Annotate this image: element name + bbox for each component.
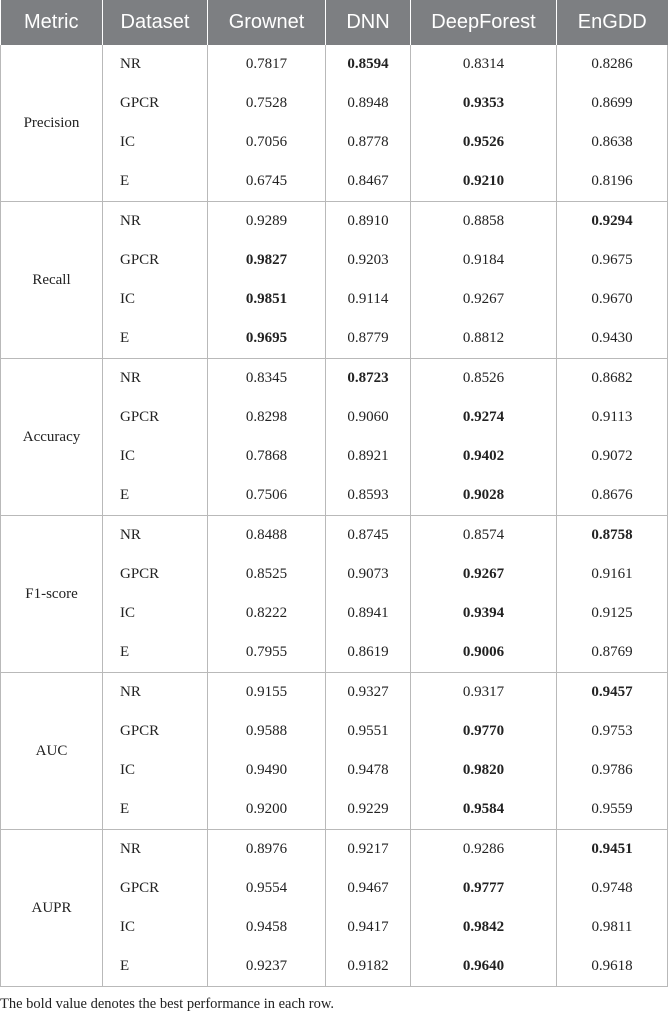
header-grownet: Grownet [208, 0, 326, 45]
value-cell: 0.9006 [411, 633, 557, 673]
value-cell: 0.8594 [326, 45, 411, 84]
value-cell: 0.8745 [326, 516, 411, 556]
value-cell: 0.9588 [208, 712, 326, 751]
value-cell: 0.9554 [208, 869, 326, 908]
dataset-cell: IC [103, 908, 208, 947]
table-row [1, 202, 668, 242]
value-cell: 0.9551 [326, 712, 411, 751]
table-footnote: The bold value denotes the best performance in each row. [0, 996, 335, 1012]
dataset-cell: E [103, 947, 208, 987]
value-cell: 0.9072 [557, 437, 668, 476]
value-cell: 0.9353 [411, 84, 557, 123]
value-cell: 0.7955 [208, 633, 326, 673]
value-cell: 0.9237 [208, 947, 326, 987]
value-cell: 0.8345 [208, 359, 326, 399]
dataset-cell: E [103, 633, 208, 673]
value-cell: 0.8699 [557, 84, 668, 123]
value-cell: 0.8488 [208, 516, 326, 556]
value-cell: 0.8525 [208, 555, 326, 594]
header-dnn: DNN [326, 0, 411, 45]
value-cell: 0.9294 [557, 202, 668, 242]
dataset-cell: GPCR [103, 555, 208, 594]
value-cell: 0.8676 [557, 476, 668, 516]
value-cell: 0.8314 [411, 45, 557, 84]
value-cell: 0.9670 [557, 280, 668, 319]
value-cell: 0.6745 [208, 162, 326, 202]
value-cell: 0.7506 [208, 476, 326, 516]
value-cell: 0.9842 [411, 908, 557, 947]
dataset-cell: NR [103, 673, 208, 713]
dataset-cell: GPCR [103, 869, 208, 908]
table-body [1, 45, 668, 987]
value-cell: 0.9114 [326, 280, 411, 319]
value-cell: 0.9458 [208, 908, 326, 947]
value-cell: 0.9217 [326, 830, 411, 870]
metric-cell: Recall [1, 202, 103, 359]
value-cell: 0.7817 [208, 45, 326, 84]
value-cell: 0.8779 [326, 319, 411, 359]
header-row [1, 0, 668, 45]
value-cell: 0.7056 [208, 123, 326, 162]
value-cell: 0.9827 [208, 241, 326, 280]
value-cell: 0.9210 [411, 162, 557, 202]
dataset-cell: NR [103, 45, 208, 84]
value-cell: 0.8286 [557, 45, 668, 84]
value-cell: 0.8769 [557, 633, 668, 673]
value-cell: 0.9125 [557, 594, 668, 633]
value-cell: 0.9618 [557, 947, 668, 987]
metric-cell: Precision [1, 45, 103, 202]
value-cell: 0.9786 [557, 751, 668, 790]
value-cell: 0.8619 [326, 633, 411, 673]
dataset-cell: IC [103, 280, 208, 319]
metric-cell: AUPR [1, 830, 103, 987]
header-engdd: EnGDD [557, 0, 668, 45]
value-cell: 0.8222 [208, 594, 326, 633]
value-cell: 0.9748 [557, 869, 668, 908]
value-cell: 0.9467 [326, 869, 411, 908]
value-cell: 0.9478 [326, 751, 411, 790]
dataset-cell: NR [103, 202, 208, 242]
value-cell: 0.9229 [326, 790, 411, 830]
value-cell: 0.9155 [208, 673, 326, 713]
value-cell: 0.9113 [557, 398, 668, 437]
value-cell: 0.9753 [557, 712, 668, 751]
dataset-cell: E [103, 476, 208, 516]
value-cell: 0.9028 [411, 476, 557, 516]
value-cell: 0.9267 [411, 555, 557, 594]
dataset-cell: E [103, 162, 208, 202]
table-row [1, 359, 668, 399]
value-cell: 0.9184 [411, 241, 557, 280]
dataset-cell: GPCR [103, 712, 208, 751]
value-cell: 0.8858 [411, 202, 557, 242]
value-cell: 0.9317 [411, 673, 557, 713]
header-metric: Metric [1, 0, 103, 45]
table-row [1, 45, 668, 84]
value-cell: 0.9584 [411, 790, 557, 830]
header-dataset: Dataset [103, 0, 208, 45]
value-cell: 0.8758 [557, 516, 668, 556]
dataset-cell: E [103, 790, 208, 830]
dataset-cell: IC [103, 751, 208, 790]
dataset-cell: GPCR [103, 84, 208, 123]
value-cell: 0.9182 [326, 947, 411, 987]
value-cell: 0.9851 [208, 280, 326, 319]
value-cell: 0.9559 [557, 790, 668, 830]
value-cell: 0.9267 [411, 280, 557, 319]
table-row [1, 516, 668, 556]
value-cell: 0.9161 [557, 555, 668, 594]
value-cell: 0.9490 [208, 751, 326, 790]
value-cell: 0.8948 [326, 84, 411, 123]
value-cell: 0.9203 [326, 241, 411, 280]
dataset-cell: NR [103, 359, 208, 399]
dataset-cell: E [103, 319, 208, 359]
value-cell: 0.8467 [326, 162, 411, 202]
value-cell: 0.9200 [208, 790, 326, 830]
value-cell: 0.8812 [411, 319, 557, 359]
value-cell: 0.9675 [557, 241, 668, 280]
value-cell: 0.8526 [411, 359, 557, 399]
value-cell: 0.9451 [557, 830, 668, 870]
header-deepforest: DeepForest [411, 0, 557, 45]
table-row [1, 673, 668, 713]
dataset-cell: GPCR [103, 241, 208, 280]
metric-cell: Accuracy [1, 359, 103, 516]
value-cell: 0.9073 [326, 555, 411, 594]
value-cell: 0.9289 [208, 202, 326, 242]
dataset-cell: NR [103, 516, 208, 556]
dataset-cell: IC [103, 437, 208, 476]
dataset-cell: IC [103, 594, 208, 633]
dataset-cell: NR [103, 830, 208, 870]
value-cell: 0.8593 [326, 476, 411, 516]
value-cell: 0.8682 [557, 359, 668, 399]
dataset-cell: IC [103, 123, 208, 162]
value-cell: 0.9770 [411, 712, 557, 751]
value-cell: 0.8298 [208, 398, 326, 437]
value-cell: 0.8941 [326, 594, 411, 633]
value-cell: 0.8196 [557, 162, 668, 202]
value-cell: 0.9526 [411, 123, 557, 162]
value-cell: 0.9327 [326, 673, 411, 713]
value-cell: 0.9457 [557, 673, 668, 713]
metric-cell: AUC [1, 673, 103, 830]
value-cell: 0.8574 [411, 516, 557, 556]
value-cell: 0.9417 [326, 908, 411, 947]
value-cell: 0.9286 [411, 830, 557, 870]
value-cell: 0.8921 [326, 437, 411, 476]
value-cell: 0.9777 [411, 869, 557, 908]
value-cell: 0.9274 [411, 398, 557, 437]
value-cell: 0.8638 [557, 123, 668, 162]
value-cell: 0.9811 [557, 908, 668, 947]
value-cell: 0.8976 [208, 830, 326, 870]
value-cell: 0.9430 [557, 319, 668, 359]
value-cell: 0.7868 [208, 437, 326, 476]
value-cell: 0.8723 [326, 359, 411, 399]
value-cell: 0.7528 [208, 84, 326, 123]
value-cell: 0.8910 [326, 202, 411, 242]
value-cell: 0.9695 [208, 319, 326, 359]
value-cell: 0.9640 [411, 947, 557, 987]
value-cell: 0.9820 [411, 751, 557, 790]
table-row [1, 830, 668, 870]
dataset-cell: GPCR [103, 398, 208, 437]
value-cell: 0.9394 [411, 594, 557, 633]
value-cell: 0.9060 [326, 398, 411, 437]
value-cell: 0.9402 [411, 437, 557, 476]
value-cell: 0.8778 [326, 123, 411, 162]
metric-cell: F1-score [1, 516, 103, 673]
